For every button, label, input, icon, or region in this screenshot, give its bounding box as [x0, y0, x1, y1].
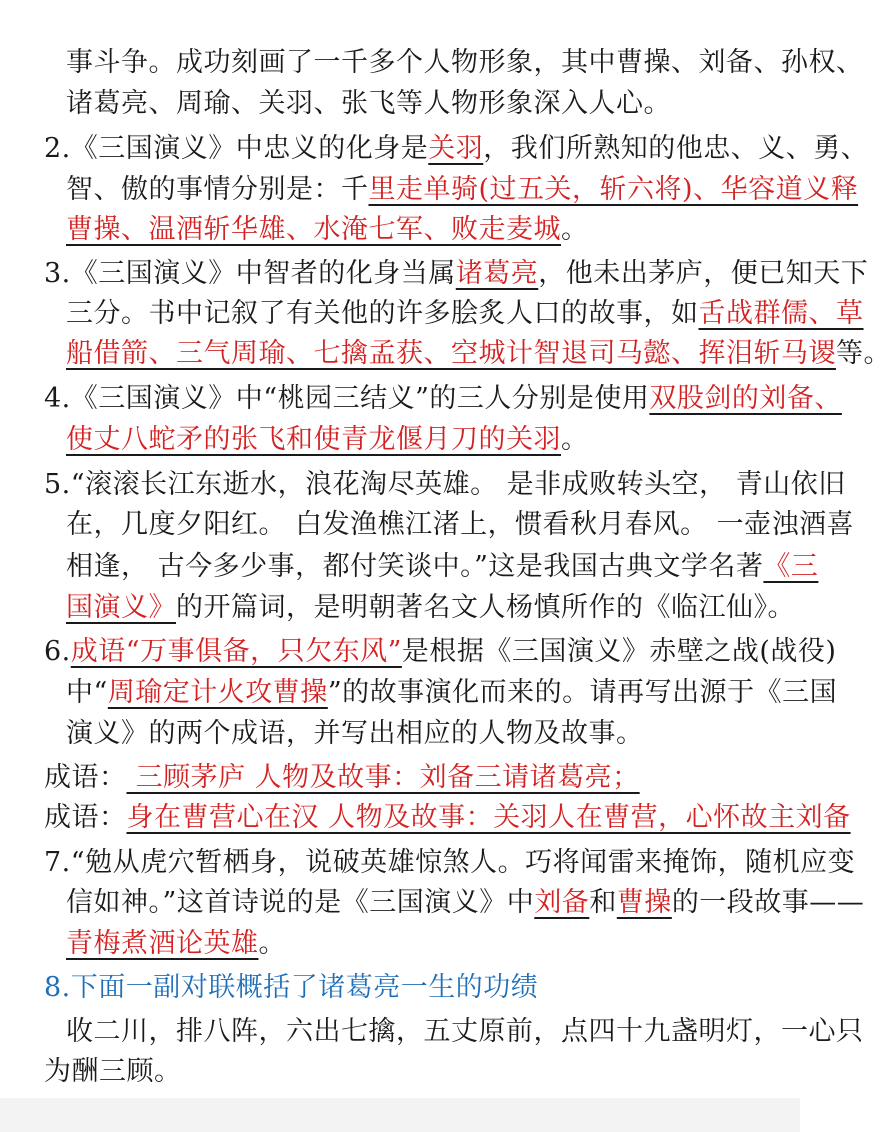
text-line [44, 634, 836, 670]
body-text: 等。 [836, 338, 891, 369]
answer-text: 刘备 [534, 887, 590, 918]
body-text: 信如神。”这首诗说的是《三国演义》中 [66, 887, 535, 918]
body-text: 事斗争。成功刻画了一千多个人物形象，其中曹操、刘备、孙权、 [66, 47, 864, 78]
text-line [44, 800, 851, 836]
answer-text: 舌战群儒、草 [698, 298, 864, 329]
text-line [44, 760, 640, 796]
text-line [66, 172, 858, 208]
body-text: 诸葛亮、周瑜、关羽、张飞等人物形象深入人心。 [66, 88, 671, 119]
body-text: 和 [589, 887, 617, 918]
answer-text: 成语“万事俱备，只欠东风” [70, 636, 402, 667]
body-text: 4.《三国演义》中“桃园三结义”的三人分别是使用 [44, 383, 650, 414]
body-text: 。 [561, 214, 589, 245]
body-text: 是根据《三国演义》赤壁之战(战役) [401, 636, 837, 667]
text-line [66, 885, 864, 921]
text-line [66, 590, 795, 626]
text-line [66, 212, 589, 248]
body-text: 智、傲的事情分别是：千 [66, 174, 369, 205]
body-text: 成语： [44, 802, 127, 833]
text-line [66, 926, 286, 962]
answer-text: 身在曹营心在汉 人物及故事：关羽人在曹营，心怀故主刘备 [126, 802, 851, 833]
text-line [44, 970, 538, 1006]
body-text: 三分。书中记叙了有关他的许多脍炙人口的故事，如 [66, 298, 699, 329]
text-line [44, 1054, 182, 1090]
text-line [44, 845, 855, 881]
text-line [44, 256, 868, 292]
body-text: 的开篇词，是明朝著名文人杨慎所作的《临江仙》。 [176, 592, 795, 623]
answer-text: 周瑜定计火攻曹操 [107, 677, 328, 708]
body-text: 3.《三国演义》中智者的化身当属 [44, 258, 456, 289]
body-text: 收二川，排八阵，六出七擒，五丈原前，点四十九盏明灯，一心只 [66, 1016, 864, 1047]
body-text: 的一段故事—— [671, 887, 865, 918]
question-heading: 8.下面一副对联概括了诸葛亮一生的功绩 [44, 972, 539, 1003]
body-text: 中“ [66, 677, 108, 708]
answer-text: 里走单骑(过五关，斩六将)、华容道义释 [368, 174, 859, 205]
text-line [66, 86, 671, 122]
page-bottom-band [0, 1098, 800, 1132]
text-line [66, 1014, 864, 1050]
text-line [66, 549, 818, 585]
answer-text: 使丈八蛇矛的张飞和使青龙偃月刀的关羽 [66, 424, 561, 455]
text-line [66, 675, 837, 711]
answer-text: 青梅煮酒论英雄 [66, 928, 259, 959]
answer-text: 《三 [763, 551, 819, 582]
body-text: 。 [561, 424, 589, 455]
answer-text: 船借箭、三气周瑜、七擒孟获、空城计智退司马懿、挥泪斩马谡 [66, 338, 836, 369]
answer-text: 国演义》 [66, 592, 176, 623]
text-line [66, 716, 644, 752]
body-text: 在，几度夕阳红。 白发渔樵江渚上，惯看秋月春风。 一壶浊酒喜 [66, 509, 855, 540]
text-line [44, 131, 868, 167]
body-text: 7.“勉从虎穴暂栖身，说破英雄惊煞人。巧将闻雷来掩饰，随机应变 [44, 847, 856, 878]
body-text: 成语： [44, 762, 127, 793]
text-line [66, 507, 854, 543]
text-line [44, 381, 842, 417]
body-text: 为酬三顾。 [44, 1056, 182, 1087]
text-line [66, 422, 589, 458]
text-line [66, 45, 864, 81]
body-text: 相逢， 古今多少事，都付笑谈中。”这是我国古典文学名著 [66, 551, 764, 582]
answer-text: 三顾茅庐 人物及故事：刘备三请诸葛亮； [126, 762, 640, 793]
answer-text: 关羽 [428, 133, 484, 164]
body-text: 。 [258, 928, 286, 959]
text-line [66, 336, 891, 372]
body-text: ，他未出茅庐，便已知天下 [538, 258, 869, 289]
body-text: 6. [44, 636, 71, 667]
body-text: ，我们所熟知的他忠、义、勇、 [483, 133, 869, 164]
text-line [66, 296, 864, 332]
body-text: 演义》的两个成语，并写出相应的人物及故事。 [66, 718, 644, 749]
body-text: ”的故事演化而来的。请再写出源于《三国 [327, 677, 838, 708]
answer-text: 曹操、温酒斩华雄、水淹七军、败走麦城 [66, 214, 561, 245]
body-text: 2.《三国演义》中忠义的化身是 [44, 133, 429, 164]
body-text: 5.“滚滚长江东逝水，浪花淘尽英雄。 是非成败转头空， 青山依旧 [44, 469, 846, 500]
text-line [44, 467, 846, 503]
answer-text: 双股剑的刘备、 [649, 383, 842, 414]
answer-text: 曹操 [616, 887, 672, 918]
answer-text: 诸葛亮 [455, 258, 539, 289]
